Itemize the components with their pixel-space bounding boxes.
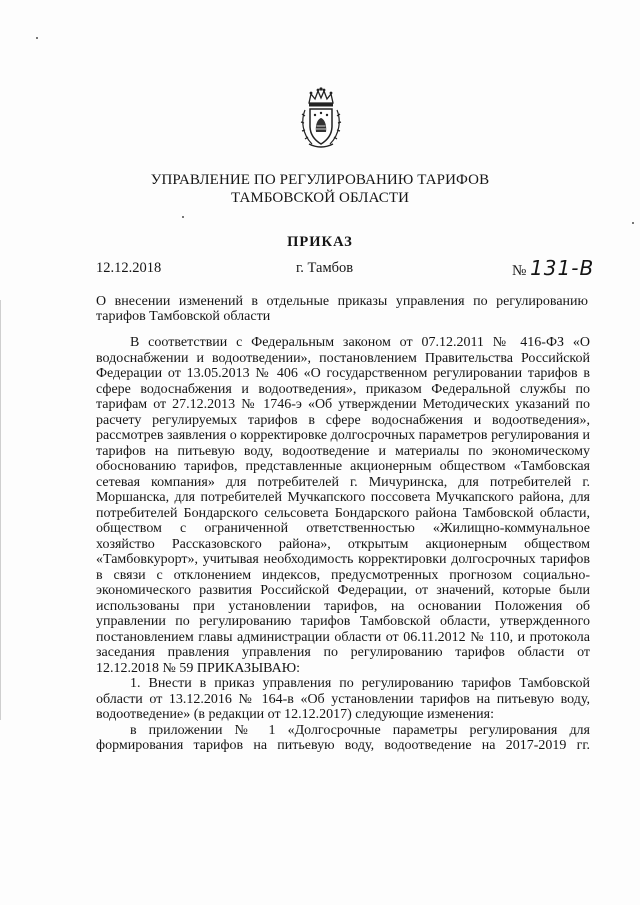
document-type: ПРИКАЗ — [287, 234, 353, 250]
scan-artifact — [36, 37, 38, 39]
document-city: г. Тамбов — [296, 260, 354, 276]
scan-artifact — [182, 216, 184, 218]
preamble-paragraph: В соответствии с Федеральным законом от 07.12.2011 № 416-ФЗ «О водоснабжении и водоотведении», постановлением Правительства Российской Федерации от 13.05.2013 № 406 «О государственном регулировании тарифов в сфере водоснабжения и водоотведения», приказом Федеральной службы по тарифам от 27.12.2013 № 1746-э «Об утверждении Методических указаний по расчету регулируемых тарифов в сфере водоснабжения и водоотведения», рассмотрев заявления о корректировке долгосрочных параметров регулирования и тарифов на питьевую воду, водоотведение и материалы по экономическому обоснованию тарифов, представленные акционерным обществом «Тамбовская сетевая компания» для потребителей г. Мичуринска, для потребителей г. Моршанска, для потребителей Мучкапского поссовета Мучкапского района, для потребителей Бондарского сельсовета Бондарского района Тамбовской области, обществом с ограниченной ответственностью «Жилищно-коммунальное хозяйство Рассказовского района», открытым акционерным обществом «Тамбовкурорт», учитывая необходимость корректировки долгосрочных тарифов в связи с отклонением индексов, предусмотренных прогнозом социально-экономического развития Российской Федерации, от значений, которые были использованы при установлении тарифов, на основании Положения об управлении по регулированию тарифов Тамбовской области, утвержденного постановлением главы администрации области от 06.11.2012 № 110, и протокола заседания правления управления по регулированию тарифов области от 12.12.2018 № 59 ПРИКАЗЫВАЮ: — [96, 335, 590, 676]
number-prefix: № — [512, 263, 527, 279]
scan-artifact — [632, 222, 634, 224]
document-subject: О внесении изменений в отдельные приказы управления по регулированию тарифов Тамбовской области — [96, 294, 588, 324]
organization-region: ТАМБОВСКОЙ ОБЛАСТИ — [230, 190, 410, 206]
document-body — [96, 335, 590, 754]
organization-name: УПРАВЛЕНИЕ ПО РЕГУЛИРОВАНИЮ ТАРИФОВ — [150, 172, 490, 188]
document-date: 12.12.2018 — [96, 260, 162, 276]
scan-artifact — [0, 300, 1, 720]
appendix-paragraph: в приложении № 1 «Долгосрочные параметры регулирования для формирования тарифов на питьевую воду, водоотведение на 2017-2019 гг. — [96, 722, 590, 753]
document-number — [512, 256, 594, 280]
order-item-paragraph: 1. Внести в приказ управления по регулированию тарифов Тамбовской области от 13.12.2016 № 164-в «Об установлении тарифов на питьевую воду, водоотведение» (в редакции от 12.12.2017) следующие изменения: — [96, 676, 590, 722]
handwritten-number: 131-В — [530, 256, 595, 280]
tambov-coat-of-arms-icon — [300, 86, 342, 150]
